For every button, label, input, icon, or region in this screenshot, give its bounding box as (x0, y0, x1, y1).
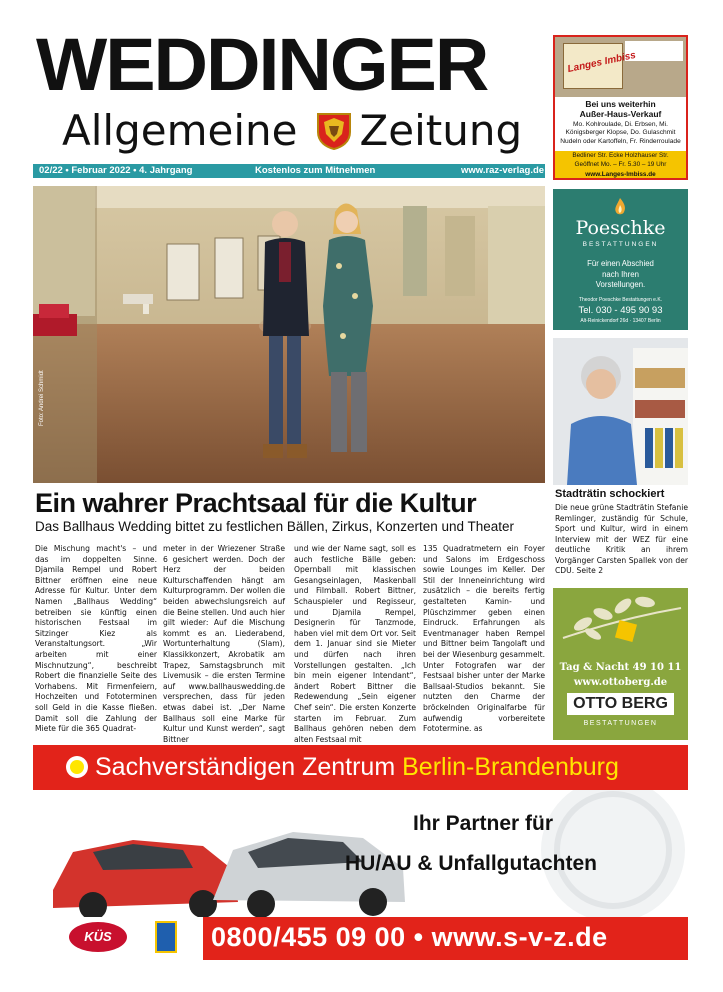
imbiss-photo: Langes Imbiss (555, 37, 686, 97)
svz-slogan-1: Ihr Partner für (413, 812, 554, 835)
svz-top-bar (33, 745, 688, 790)
ad-langes-imbiss[interactable] (553, 35, 688, 180)
article-column-4: 135 Quadratmetern ein Foyer und Salons im Erdgeschoss sowie Lounges im Keller. Der Stil der Inneneinrichtung wird zusätzlich – die bereits fertig gestalteten Kamin- und Plüschzimmer geben einen Eindruck. Erfahrungen als Eventmanager haben Rempel und Bittner beim Tangolaft und bei der Wiesenburg gesammelt. Unter Fotografen war der Festsaal bisher unter der Marke Ballsaal-Studios bekannt. Sie nutzten den Charme der bröckelnden Originalfarbe für aufwendig vorbereitete Fototermine. as (423, 544, 545, 734)
langes-line-2: Außer-Haus-Verkauf (579, 109, 662, 119)
article-column-1: Die Mischung macht's – und das im doppelten Sinne. Djamila Rempel und Robert Bittner eröffnen eine neue Adresse für Kultur. Unter dem Namen „Ballhaus Wedding“ betreiben sie künftig einen historischen Festsaal im Sitzinger Kiez als Veranstaltungsort. „Wir arbeiten mit einer Mischnutzung“, beschreibt Robert die finanzielle Seite des Vorhabens. Mit Firmenfeiern, Hochzeiten und Fototerminen soll Geld in die Kasse fließen. Damit soll die Zahlung der Miete für die 365 Quadrat- (35, 544, 157, 734)
ballroom-photo-illustration (33, 186, 545, 483)
svz-slogan-2: HU/AU & Unfallgutachten (345, 852, 597, 875)
ottoberg-url[interactable]: www.ottoberg.de (573, 677, 668, 688)
dekra-badge-icon (155, 921, 177, 953)
langes-line-1: Bei uns weiterhin (585, 99, 656, 109)
issue-date: 02/22 • Februar 2022 • 4. Jahrgang (39, 165, 193, 176)
langes-menu: Mo. Kohlroulade, Di. Erbsen, Mi. Königsberger Klopse, Do. Gulaschmit Nudeln oder Kartoffeln, Fr. Rinderroulade (560, 121, 681, 145)
photo-credit: Foto: Andrei Schmidt (39, 370, 45, 426)
kus-logo: KÜS (69, 922, 127, 952)
langes-url[interactable]: www.Langes-Imbiss.de (585, 170, 656, 178)
langes-hours: Geöffnet Mo. – Fr. 5.30 – 19 Uhr (574, 161, 667, 169)
crashed-cars-illustration (33, 790, 688, 917)
ad-otto-berg[interactable] (553, 588, 688, 740)
publisher-url: www.raz-verlag.de (461, 165, 545, 176)
ottoberg-sub: BESTATTUNGEN (583, 720, 658, 727)
article-column-2: meter in der Wriezener Straße 6 gesichert werden. Doch der Herz der beiden Kulturschaffenden hängt am Kulturprogramm. Der wollen die beiden abwechslungsreich auf die Beine stellen. Und auch hier gilt wieder: Auf die Mischung kommt es an. Liederabend, Wortunterhaltung (Slam), Klassikkonzert, Akrobatik am Trapez, Samstagsbrunch mit Livemusik – die ersten Termine auf www.ballhauswedding.de versprechen, dass für jeden etwas dabei ist. „Der Name Ballhaus soll eine Marke für Kultur und Kunst werden“, sagt Bittner (163, 544, 285, 744)
sidebar-text: Die neue grüne Stadträtin Stefanie Remlinger, zuständig für Schule, Sport und Kultur, wird in einem Interview mit der WEZ für eine deutliche Kritik an ihrem Vorgänger Carsten Spallek von der CDU. Seite 2 (555, 503, 688, 575)
ottoberg-phone[interactable]: Tag & Nacht 49 10 11 (559, 662, 682, 673)
masthead-title: WEDDINGER (36, 23, 488, 106)
masthead-word-allgemeine: Allgemeine (62, 106, 298, 155)
wedding-crest-icon (316, 112, 352, 150)
svz-name: Sachverständigen Zentrum (95, 753, 403, 781)
lead-photo (33, 186, 545, 483)
svz-region: Berlin-Brandenburg (402, 753, 619, 781)
masthead-word-zeitung: Zeitung (359, 106, 523, 155)
masthead-subtitle (62, 106, 522, 156)
poeschke-address: Alt-Reinickendorf 26d · 13407 Berlin (580, 318, 661, 324)
flame-icon (611, 197, 629, 217)
ad-sachverstaendigen-zentrum[interactable] (33, 745, 688, 960)
article-headline: Ein wahrer Prachtsaal für die Kultur (35, 488, 477, 518)
article-subhead: Das Ballhaus Wedding bittet zu festlichen Bällen, Zirkus, Konzerten und Theater (35, 519, 515, 534)
svz-contact[interactable]: 0800/455 09 00 • www.s-v-z.de (211, 922, 608, 952)
ad-poeschke[interactable]: Poeschke BESTATTUNGEN Für einen Abschied nach Ihren Vorstellungen. Theodor Poeschke Bestattungen e.K. Tel. 030 - 495 90 93 Alt-Reinickendorf 26d · 13407 Berlin (553, 189, 688, 330)
sidebar-heading: Stadträtin schockiert (555, 488, 665, 500)
article-column-3: und wie der Name sagt, soll es auch festliche Bälle geben: Opernball mit klassischen Gesangseinlagen, Maskenball und Filmball. Robert Bittner, Schauspieler und Regisseur, und Djamila Rempel, Designerin für Tanzmode, haben viel mit dem Ort vor. Seit dem 1. Januar sind sie Mieter und dürfen nach ihren Vorstellungen gestalten. „Ich bin mein eigener Intendant“, ändert Robert Bittner die Redewendung „Sein eigener Chef sein“. Die ersten Konzerte starten im Februar. Zum Ballhaus gehören neben dem alten Festsaal mit (294, 544, 416, 744)
stadtraetin-photo (553, 338, 688, 485)
poeschke-sub: BESTATTUNGEN (582, 241, 659, 248)
leaf-branch-icon (553, 588, 688, 648)
svz-logo-icon (65, 755, 89, 779)
poeschke-phone[interactable]: Tel. 030 - 495 90 93 (578, 305, 663, 316)
poeschke-company: Theodor Poeschke Bestattungen e.K. (578, 297, 663, 303)
ottoberg-logo: OTTO BERG (567, 693, 674, 715)
langes-address: Bedliner Str. Ecke Holzhauser Str. (572, 152, 669, 159)
poeschke-name: Poeschke (575, 217, 666, 239)
issue-info-bar (33, 164, 545, 178)
free-copy-note: Kostenlos zum Mitnehmen (255, 165, 376, 176)
svz-bottom-bar (203, 917, 688, 960)
